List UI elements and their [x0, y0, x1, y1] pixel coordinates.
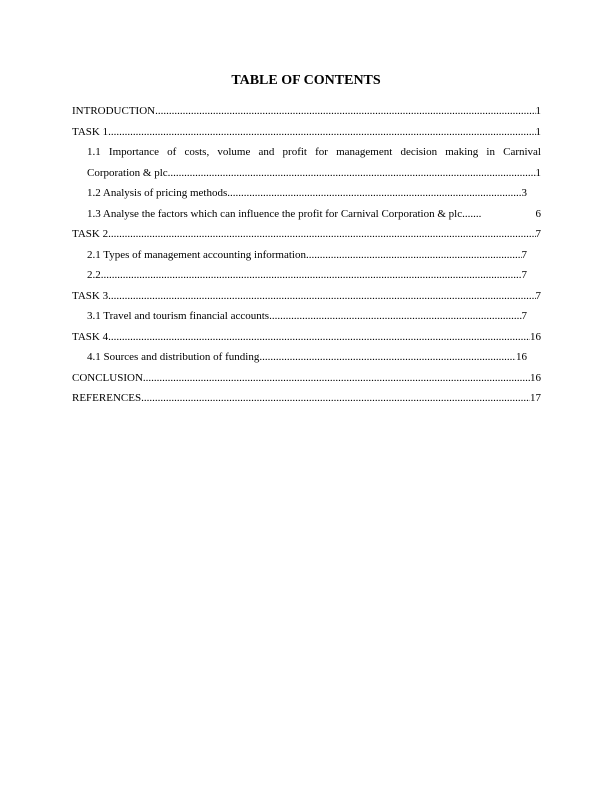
toc-entry-label: 1.3 Analyse the factors which can influence the profit for Carnival Corporation & plc [87, 207, 463, 220]
toc-entry-label: CONCLUSION [72, 371, 143, 384]
toc-entry-task-2[interactable] [72, 224, 541, 245]
dot-leader [259, 347, 516, 368]
toc-entry-page: 7 [535, 228, 541, 240]
toc-entry-2-1[interactable] [72, 245, 527, 266]
dot-leader [155, 101, 535, 122]
toc-entry-references[interactable] [72, 388, 541, 409]
dot-leader [143, 368, 530, 389]
toc-entry-label: TASK 1 [72, 125, 109, 138]
toc-entry-1-3[interactable] [72, 204, 541, 225]
dot-leader [168, 163, 536, 184]
toc-entry-page: 1 [535, 105, 541, 117]
toc-entry-label: 2.1 Types of management accounting information [87, 248, 306, 261]
toc-entry-3-1[interactable] [72, 306, 527, 327]
toc-entry-page: 17 [530, 392, 541, 404]
toc-entry-task-3[interactable] [72, 286, 541, 307]
toc-entry-1-1-line-1[interactable] [72, 142, 541, 163]
dot-leader [108, 224, 535, 245]
toc-title: TABLE OF CONTENTS [231, 73, 381, 88]
toc-entry-page: 7 [521, 310, 527, 322]
dot-leader [108, 286, 535, 307]
toc-entry-page: 1 [535, 125, 541, 138]
toc-entry-page: 1 [535, 166, 541, 179]
toc-entry-label: Corporation & plc [87, 166, 168, 179]
dot-leader [269, 306, 521, 327]
toc-entry-page: 6 [535, 207, 541, 220]
toc-entry-page: 7 [521, 269, 527, 281]
toc-entry-task-1[interactable] [72, 122, 541, 143]
toc-entry-conclusion[interactable] [72, 368, 541, 389]
dot-leader [141, 388, 530, 409]
dot-leader [101, 265, 522, 286]
dot-leader [306, 245, 522, 266]
toc-list [72, 101, 541, 409]
dot-leader [462, 204, 535, 225]
toc-entry-1-2[interactable] [72, 183, 527, 204]
toc-entry-label: 1.1 Importance of costs, volume and profit for management decision making in Carnival [87, 146, 541, 158]
toc-entry-page: 16 [530, 371, 541, 384]
toc-entry-page: 7 [521, 248, 527, 261]
toc-entry-page: 16 [516, 351, 527, 363]
toc-entry-label: 4.1 Sources and distribution of funding [87, 351, 260, 363]
toc-entry-label: 2.2 [87, 269, 101, 281]
toc-entry-label: 3.1 Travel and tourism financial accounts [87, 310, 270, 322]
toc-entry-page: 7 [535, 289, 541, 302]
toc-entry-1-1-line-2[interactable] [72, 163, 541, 184]
toc-entry-label: TASK 3 [72, 289, 109, 302]
toc-entry-task-4[interactable] [72, 327, 541, 348]
dot-leader [227, 183, 521, 204]
toc-entry-label: 1.2 Analysis of pricing methods [87, 187, 228, 199]
toc-entry-page: 3 [521, 187, 527, 199]
toc-entry-label: REFERENCES [72, 392, 142, 404]
toc-entry-label: TASK 2 [72, 228, 109, 240]
toc-entry-label: INTRODUCTION [72, 105, 156, 117]
dot-leader [108, 122, 535, 143]
toc-entry-label: TASK 4 [72, 330, 109, 343]
toc-entry-2-2[interactable] [72, 265, 527, 286]
toc-entry-introduction[interactable] [72, 101, 541, 122]
toc-entry-4-1[interactable] [72, 347, 527, 368]
toc-entry-page: 16 [530, 330, 541, 343]
dot-leader [108, 327, 530, 348]
